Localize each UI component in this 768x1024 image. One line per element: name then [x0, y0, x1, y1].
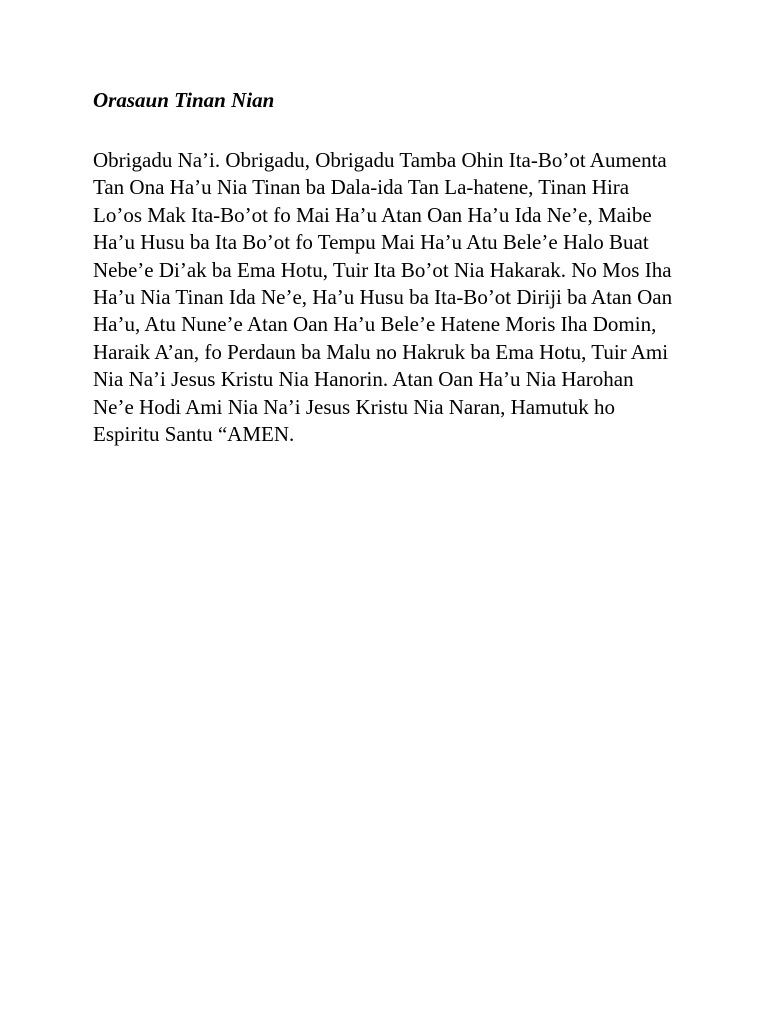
- document-title: Orasaun Tinan Nian: [93, 88, 275, 112]
- document-content: [93, 87, 675, 448]
- prayer-paragraph: Obrigadu Na’i. Obrigadu, Obrigadu Tamba Ohin Ita-Bo’ot Aumenta Tan Ona Ha’u Nia Tinan ba Dala-ida Tan La-hatene, Tinan Hira Lo’os Mak Ita-Bo’ot fo Mai Ha’u Atan Oan Ha’u Ida Ne’e, Maibe Ha’u Husu ba Ita Bo’ot fo Tempu Mai Ha’u Atu Bele’e Halo Buat Nebe’e Di’ak ba Ema Hotu, Tuir Ita Bo’ot Nia Hakarak. No Mos Iha Ha’u Nia Tinan Ida Ne’e, Ha’u Husu ba Ita-Bo’ot Diriji ba Atan Oan Ha’u, Atu Nune’e Atan Oan Ha’u Bele’e Hatene Moris Iha Domin, Haraik A’an, fo Perdaun ba Malu no Hakruk ba Ema Hotu, Tuir Ami Nia Na’i Jesus Kristu Nia Hanorin. Atan Oan Ha’u Nia Harohan Ne’e Hodi Ami Nia Na’i Jesus Kristu Nia Naran, Hamutuk ho Espiritu Santu “AMEN.: [93, 148, 673, 447]
